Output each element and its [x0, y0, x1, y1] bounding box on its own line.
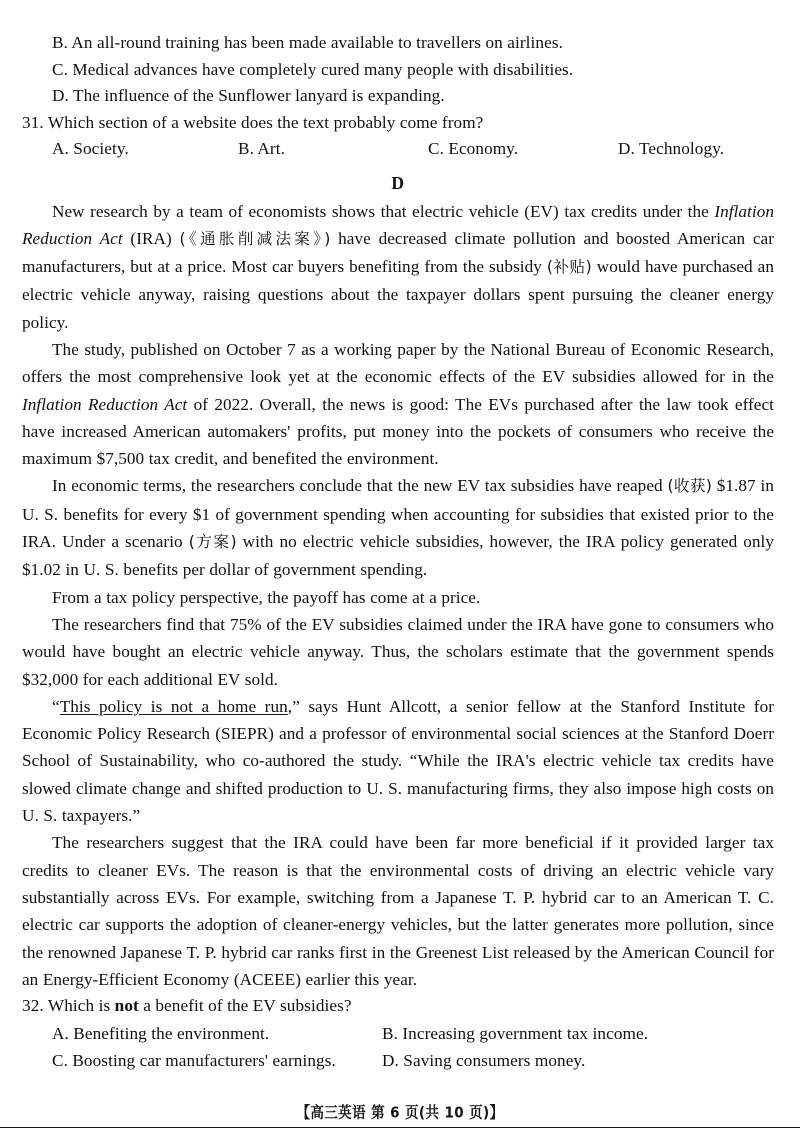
question-32-options-row-1 [22, 1020, 774, 1047]
passage-body [22, 198, 774, 994]
page-footer [0, 1101, 800, 1122]
passage-paragraph: The study, published on October 7 as a working paper by the National Bureau of Economic Research, offers the most comprehensive look yet at the economic effects of the EV subsidies allowed for in the Inflation Reduction Act of 2022. Overall, the news is good: The EVs purchased after the law took effect have increased American automakers' profits, put money into the pockets of consumers who receive the maximum $7,500 tax credit, and benefited the environment. [22, 339, 774, 469]
footer-label: 【高三英语 第 6 页(共 10 页)】 [296, 1104, 504, 1123]
passage-paragraph: New research by a team of economists shows that electric vehicle (EV) tax credits under the Inflation Reduction Act (IRA) (《通胀削减法案》) have decreased climate pollution and boosted American car manufacturers, but at a price. Most car buyers benefiting from the subsidy (补贴) would have purchased an electric vehicle anyway, raising questions about the taxpayer dollars spent pursuing the cleaner energy policy. [22, 201, 775, 332]
question-32-options-row-2 [22, 1047, 774, 1074]
passage-label-d: D [391, 172, 405, 193]
question-32-stem-before: 32. Which is [22, 996, 115, 1016]
question-32-option-a: A. Benefiting the environment. [52, 1023, 270, 1043]
question-31-option-a: A. Society. [52, 139, 129, 158]
question-32-stem-emphasis: not [114, 996, 139, 1016]
option-c-previous-question: C. Medical advances have completely cured many people with disabilities. [52, 59, 574, 79]
chinese-gloss: (方案) [188, 533, 237, 552]
question-31-option-d: D. Technology. [618, 139, 725, 158]
option-d-previous-question: D. The influence of the Sunflower lanyard is expanding. [52, 86, 445, 105]
chinese-gloss: (《通胀削减法案》) [179, 229, 331, 248]
passage-paragraph: The researchers suggest that the IRA could have been far more beneficial if it provided larger tax credits to cleaner EVs. The reason is that the environmental costs of driving an electric vehicle vary substantially across EVs. For example, switching from a Japanese T. P. hybrid car to an American T. C. electric car supports the adoption of cleaner-energy vehicles, but the latter generates more pollution, since the renowned Japanese T. P. hybrid car ranks first in the Greenest List released by the American Council for an Energy-Efficient Economy (ACEEE) earlier this year. [22, 833, 774, 989]
question-32-stem [22, 993, 774, 1020]
question-32-option-c: C. Boosting car manufacturers' earnings. [52, 1050, 336, 1070]
passage-paragraph: From a tax policy perspective, the payoff has come at a price. [52, 587, 481, 607]
question-31-options [22, 136, 774, 163]
chinese-gloss: (补贴) [546, 258, 592, 277]
italic-title: Inflation Reduction Act [22, 394, 188, 414]
question-32-option-d: D. Saving consumers money. [382, 1050, 586, 1070]
passage-paragraph: The researchers find that 75% of the EV subsidies claimed under the IRA have gone to consumers who would have bought an electric vehicle anyway. Thus, the scholars estimate that the government spends $32,000 for each additional EV sold. [22, 614, 774, 689]
question-32-stem-after: a benefit of the EV subsidies? [138, 996, 352, 1016]
question-31-option-b: B. Art. [238, 139, 286, 158]
passage-paragraph: In economic terms, the researchers conclude that the new EV tax subsidies have reaped (收获) $1.87 in U. S. benefits for every $1 of government spending when accounting for subsidies that existed prior to the IRA. Under a scenario (方案) with no electric vehicle subsidies, however, the IRA policy generated only $1.02 in U. S. benefits per dollar of government spending. [22, 476, 775, 580]
underlined-phrase: This policy is not a home run [59, 696, 288, 716]
page-content [22, 30, 774, 1074]
chinese-gloss: (收获) [667, 477, 712, 496]
passage-paragraph: “This policy is not a home run,” says Hunt Allcott, a senior fellow at the Stanford Institute for Economic Policy Research (SIEPR) and a professor of environmental social sciences at the Stanford Doerr School of Sustainability, who co-authored the study. “While the IRA's electric vehicle tax credits have slowed climate change and shifted production to U. S. manufacturing firms, they also impose high costs on U. S. taxpayers.” [22, 696, 774, 826]
footer-divider [0, 1127, 800, 1129]
italic-title: Inflation Reduction Act [22, 201, 774, 248]
question-31-stem: 31. Which section of a website does the text probably come from? [22, 112, 484, 132]
question-32-option-b: B. Increasing government tax income. [382, 1023, 649, 1043]
question-31-option-c: C. Economy. [428, 139, 519, 158]
option-b-previous-question: B. An all-round training has been made available to travellers on airlines. [52, 33, 564, 52]
